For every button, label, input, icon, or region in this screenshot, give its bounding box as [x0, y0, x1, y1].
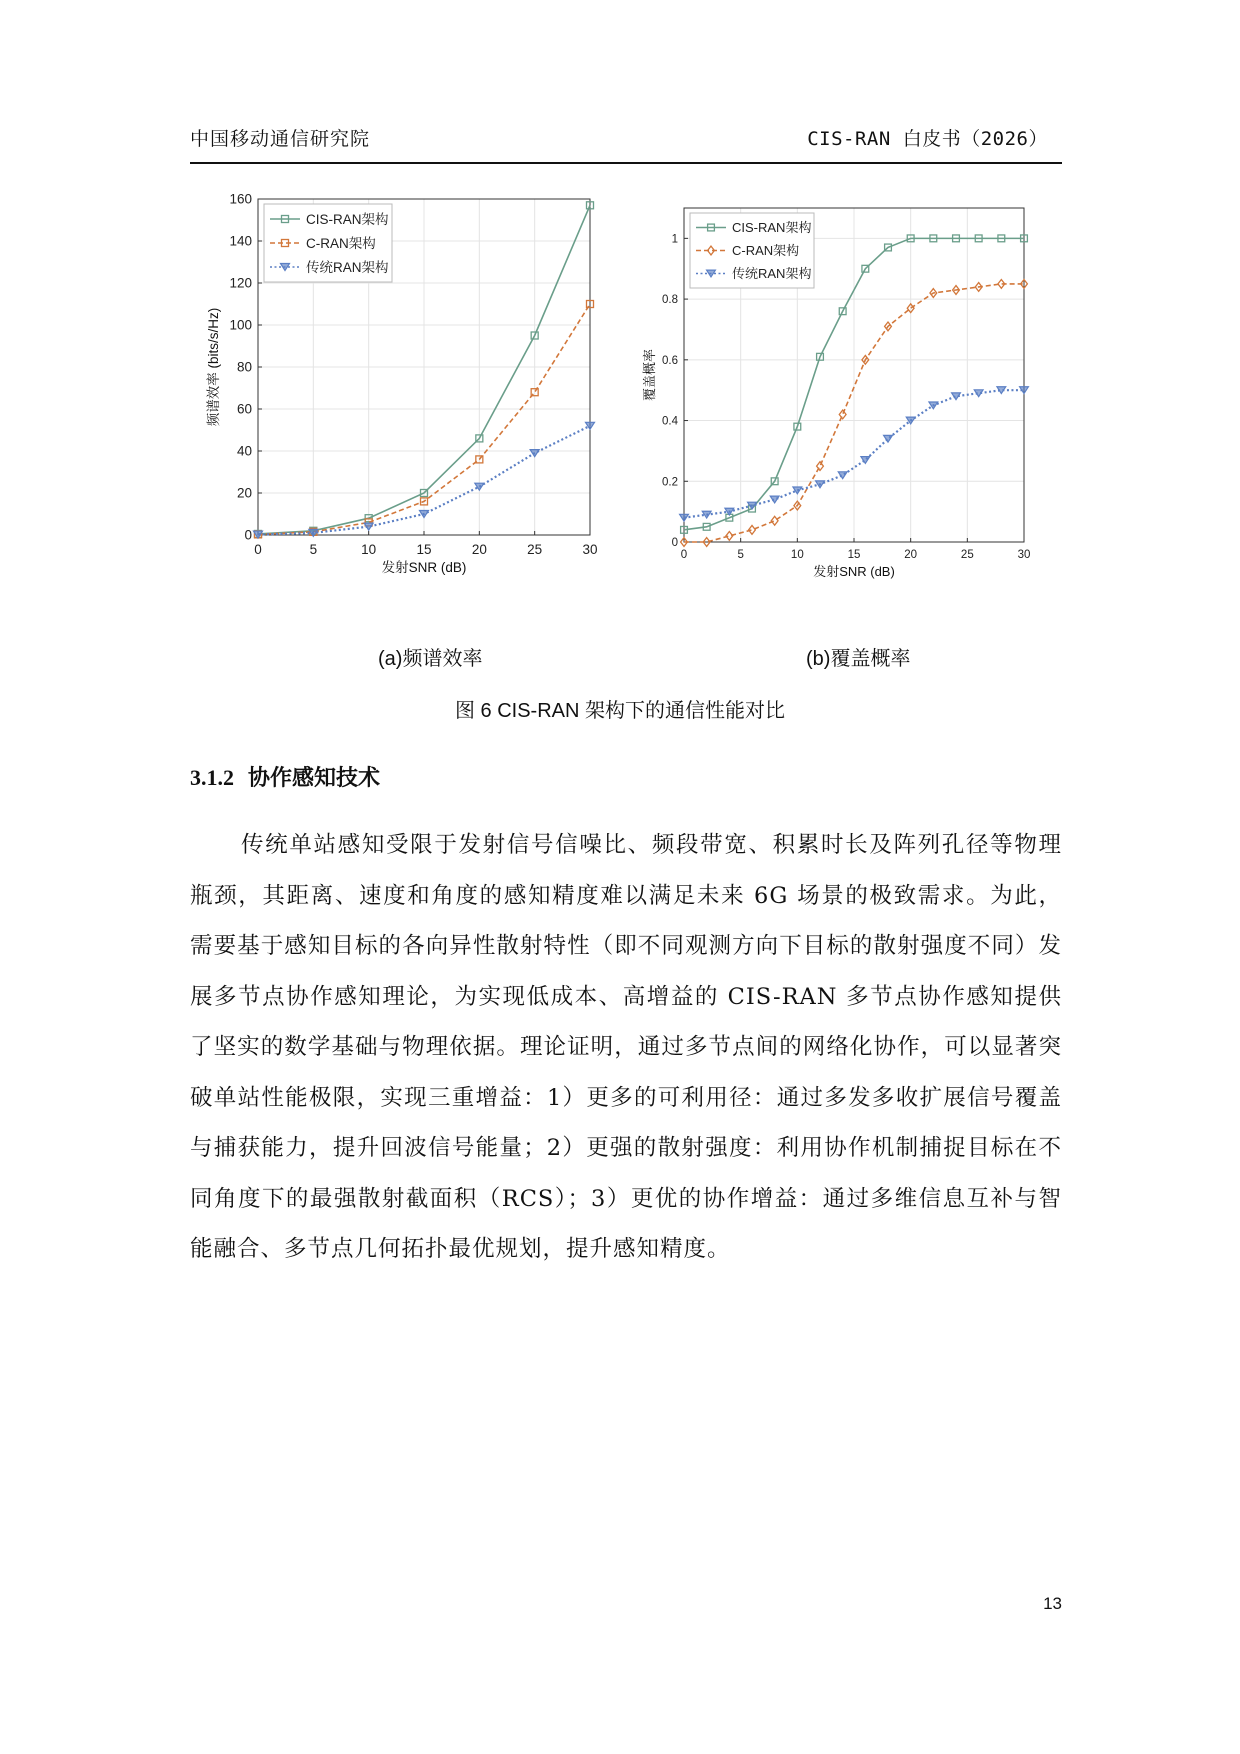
y-tick-label: 0.6 [662, 354, 678, 367]
section-number: 3.1.2 [190, 765, 234, 790]
legend-label-2: C-RAN架构 [732, 243, 800, 259]
y-tick-label: 40 [236, 443, 252, 459]
x-tick-label: 10 [790, 549, 804, 561]
y-tick-label: 0.8 [662, 294, 678, 307]
header-rule [190, 162, 1062, 164]
y-tick-label: 140 [229, 233, 252, 249]
x-axis-label: 发射SNR (dB) [813, 564, 895, 579]
legend-label-1: CIS-RAN架构 [306, 211, 389, 227]
y-axis-label: 覆盖概率 [642, 348, 657, 402]
x-tick-label: 20 [471, 542, 487, 557]
chart-b-svg [640, 190, 1060, 590]
x-tick-label: 5 [737, 549, 744, 561]
y-tick-label: 0 [244, 527, 252, 543]
y-tick-label: 100 [229, 317, 252, 333]
x-tick-label: 0 [680, 549, 688, 561]
page-number: 13 [1043, 1594, 1062, 1613]
legend-label-3: 传统RAN架构 [732, 266, 812, 282]
chart-spectral-efficiency [200, 190, 620, 594]
header-document-title: CIS-RAN 白皮书（2026） [807, 128, 1048, 150]
x-tick-label: 15 [847, 549, 861, 561]
x-axis-label: 发射SNR (dB) [381, 560, 467, 575]
y-tick-label: 0.4 [662, 415, 678, 428]
legend-label-1: CIS-RAN架构 [732, 220, 812, 236]
legend-label-3: 传统RAN架构 [306, 259, 389, 275]
chart-coverage-probability [640, 190, 1060, 594]
subcaption-b: (b)覆盖概率 [806, 648, 911, 670]
section-heading [190, 761, 380, 792]
x-tick-label: 10 [361, 542, 377, 557]
legend-label-2: C-RAN架构 [306, 235, 376, 251]
y-tick-label: 20 [236, 485, 252, 501]
figure-caption: 图 6 CIS-RAN 架构下的通信性能对比 [454, 700, 786, 722]
y-tick-label: 60 [236, 401, 252, 417]
x-tick-label: 5 [309, 542, 318, 557]
y-axis-label: 频谱效率 (bits/s/Hz) [206, 307, 221, 427]
y-tick-label: 0 [671, 537, 678, 550]
x-tick-label: 0 [254, 542, 262, 557]
x-tick-label: 30 [582, 542, 598, 557]
x-tick-label: 25 [960, 549, 974, 561]
y-tick-label: 160 [229, 191, 252, 207]
header-organization: 中国移动通信研究院 [190, 128, 371, 150]
body-paragraph: 传统单站感知受限于发射信号信噪比、频段带宽、积累时长及阵列孔径等物理瓶颈，其距离、速度和角度的感知精度难以满足未来 6G 场景的极致需求。为此，需要基于感知目标的各向异性散射特性（即不同观测方向下目标的散射强度不同）发展多节点协作感知理论，为实现低成本、高增益的 CIS-RAN 多节点协作感知提供了坚实的数学基础与物理依据。理论证明，通过多节点间的网络化协作，可以显著突破单站性能极限，实现三重增益：1）更多的可利用径：通过多发多收扩展信号覆盖与捕获能力，提升回波信号能量；2）更强的散射强度：利用协作机制捕捉目标在不同角度下的最强散射截面积（RCS）；3）更优的协作增益：通过多维信息互补与智能融合、多节点几何拓扑最优规划，提升感知精度。 [190, 832, 1062, 1262]
x-tick-label: 30 [1017, 549, 1031, 561]
y-tick-label: 80 [236, 359, 252, 375]
chart-a-svg [200, 190, 620, 590]
subcaption-a: (a)频谱效率 [378, 648, 483, 670]
y-tick-label: 0.2 [662, 476, 678, 489]
y-tick-label: 120 [229, 275, 252, 291]
x-tick-label: 20 [904, 549, 918, 561]
section-title-text: 协作感知技术 [248, 765, 381, 791]
x-tick-label: 25 [527, 542, 543, 557]
x-tick-label: 15 [416, 542, 432, 557]
y-tick-label: 1 [671, 233, 678, 246]
